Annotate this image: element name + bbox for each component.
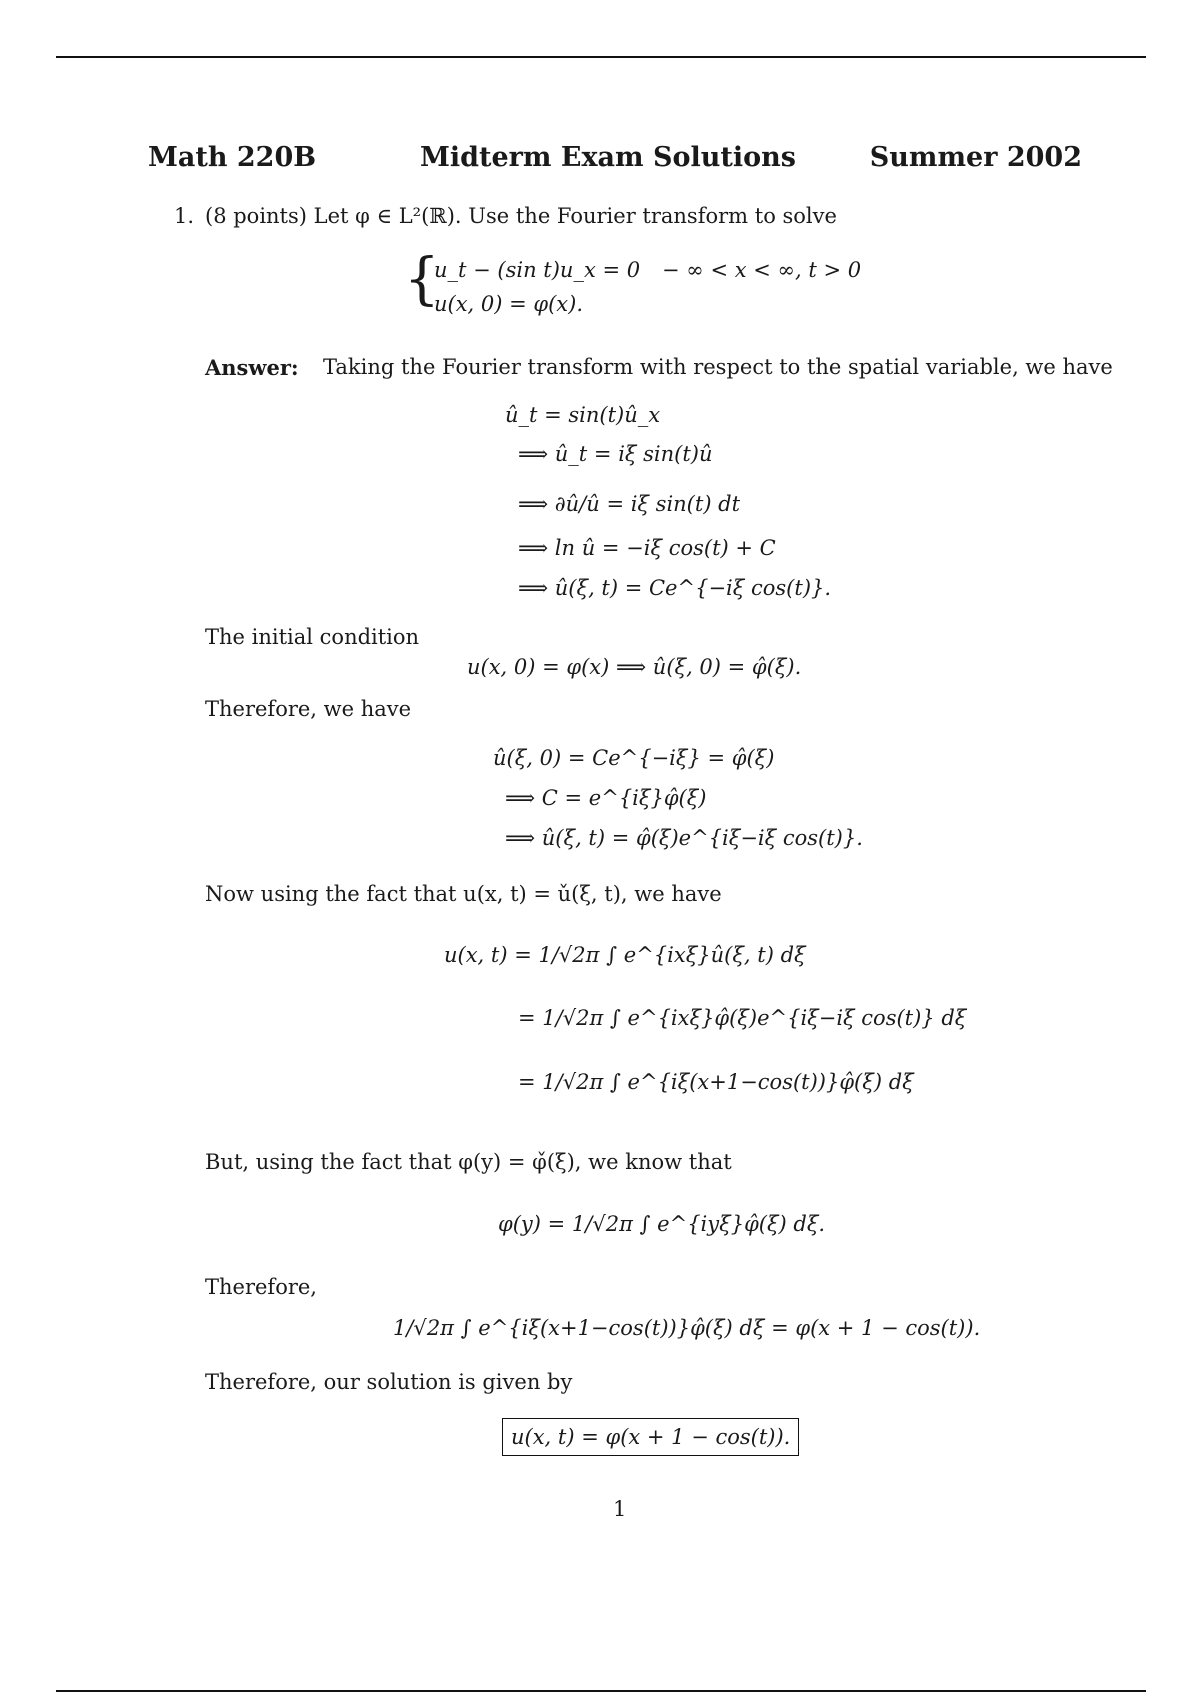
derivation1-line: ⟹ û_t = iξ sin(t)û bbox=[518, 442, 713, 466]
system-initial: u(x, 0) = φ(x). bbox=[434, 292, 584, 316]
initial-condition-eq: u(x, 0) = φ(x) ⟹ û(ξ, 0) = φ̂(ξ). bbox=[467, 655, 802, 679]
derivation1-line: ⟹ ∂û/û = iξ sin(t) dt bbox=[518, 492, 741, 516]
page-header bbox=[148, 142, 1082, 182]
derivation2-line: ⟹ û(ξ, t) = φ̂(ξ)e^{iξ−iξ cos(t)}. bbox=[505, 826, 863, 850]
derivation1-line: ⟹ û(ξ, t) = Ce^{−iξ cos(t)}. bbox=[518, 576, 832, 600]
inverse-line: = 1/√2π ∫ e^{ixξ}φ̂(ξ)e^{iξ−iξ cos(t)} dξ bbox=[518, 1006, 967, 1030]
system-pde: u_t − (sin t)u_x = 0 bbox=[434, 258, 641, 282]
answer-intro: Taking the Fourier transform with respect to the spatial variable, we have bbox=[323, 355, 1113, 379]
answer-label: Answer: bbox=[205, 355, 299, 380]
system-domain: − ∞ < x < ∞, t > 0 bbox=[662, 258, 862, 282]
phi-equation: φ(y) = 1/√2π ∫ e^{iyξ}φ̂(ξ) dξ. bbox=[498, 1212, 826, 1236]
final-equation: 1/√2π ∫ e^{iξ(x+1−cos(t))}φ̂(ξ) dξ = φ(x + 1 − cos(t)). bbox=[393, 1316, 981, 1340]
inverse-line: = 1/√2π ∫ e^{iξ(x+1−cos(t))}φ̂(ξ) dξ bbox=[518, 1070, 914, 1094]
system-brace: { bbox=[404, 247, 440, 312]
inverse-line: u(x, t) = 1/√2π ∫ e^{ixξ}û(ξ, t) dξ bbox=[444, 943, 806, 967]
solution-text: Therefore, our solution is given by bbox=[205, 1370, 573, 1394]
derivation2-line: ⟹ C = e^{iξ}φ̂(ξ) bbox=[505, 786, 707, 810]
but-text: But, using the fact that φ(y) = φ̌(ξ), we know that bbox=[205, 1150, 732, 1174]
therefore-text: Therefore, we have bbox=[205, 697, 412, 721]
course-name: Math 220B bbox=[148, 142, 317, 173]
problem-statement: (8 points) Let φ ∈ L²(ℝ). Use the Fourier transform to solve bbox=[205, 204, 837, 228]
bottom-rule bbox=[56, 1690, 1146, 1692]
exam-term: Summer 2002 bbox=[869, 142, 1082, 173]
exam-title: Midterm Exam Solutions bbox=[420, 142, 796, 173]
derivation1-line: ⟹ ln û = −iξ cos(t) + C bbox=[518, 536, 776, 560]
initial-condition-text: The initial condition bbox=[205, 625, 420, 649]
top-rule bbox=[56, 56, 1146, 58]
therefore-text: Therefore, bbox=[205, 1275, 317, 1299]
problem-number: 1. bbox=[174, 204, 195, 228]
derivation2-line: û(ξ, 0) = Ce^{−iξ} = φ̂(ξ) bbox=[493, 746, 775, 770]
page-number: 1 bbox=[613, 1497, 627, 1521]
derivation1-line: û_t = sin(t)û_x bbox=[505, 403, 661, 427]
fact-text: Now using the fact that u(x, t) = ǔ(ξ, t), we have bbox=[205, 882, 722, 906]
boxed-solution: u(x, t) = φ(x + 1 − cos(t)). bbox=[502, 1418, 799, 1456]
